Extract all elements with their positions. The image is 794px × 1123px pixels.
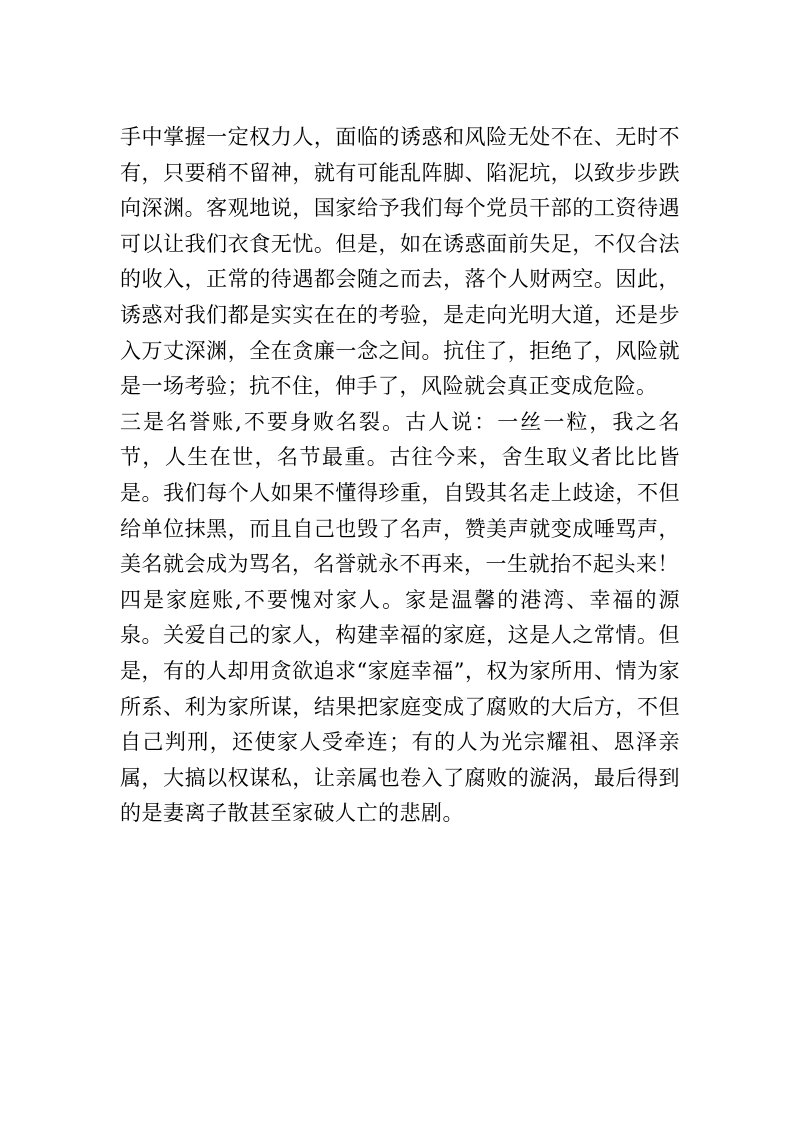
- paragraph-temptation-risk: 手中掌握一定权力人，面临的诱惑和风险无处不在、无时不有，只要稍不留神，就有可能乱阵脚、陷泥坑，以致步步跌向深渊。客观地说，国家给予我们每个党员干部的工资待遇可以让我们衣食无忧。但是，如在诱惑面前失足，不仅合法的收入，正常的待遇都会随之而去，落个人财两空。因此，诱惑对我们都是实实在在的考验，是走向光明大道，还是步入万丈深渊，全在贪廉一念之间。抗住了，拒绝了，风险就是一场考验；抗不住，伸手了，风险就会真正变成危险。: [120, 125, 680, 399]
- paragraph-family-account: 四是家庭账,不要愧对家人。家是温馨的港湾、幸福的源泉。关爱自己的家人，构建幸福的家庭，这是人之常情。但是，有的人却用贪欲追求“家庭幸福”，权为家所用、情为家所系、利为家所谋，结果把家庭变成了腐败的大后方，不但自己判刑，还使家人受牵连；有的人为光宗耀祖、恩泽亲属，大搞以权谋私，让亲属也卷入了腐败的漩涡，最后得到的是妻离子散甚至家破人亡的悲剧。: [120, 587, 680, 826]
- paragraph-reputation-account: 三是名誉账,不要身败名裂。古人说：一丝一粒，我之名节，人生在世，名节最重。古往今来，舍生取义者比比皆是。我们每个人如果不懂得珍重，自毁其名走上歧途，不但给单位抹黑，而且自己也毁了名声，赞美声就变成唾骂声，美名就会成为骂名，名誉就永不再来，一生就抬不起头来！: [120, 409, 680, 577]
- document-body: [120, 120, 680, 832]
